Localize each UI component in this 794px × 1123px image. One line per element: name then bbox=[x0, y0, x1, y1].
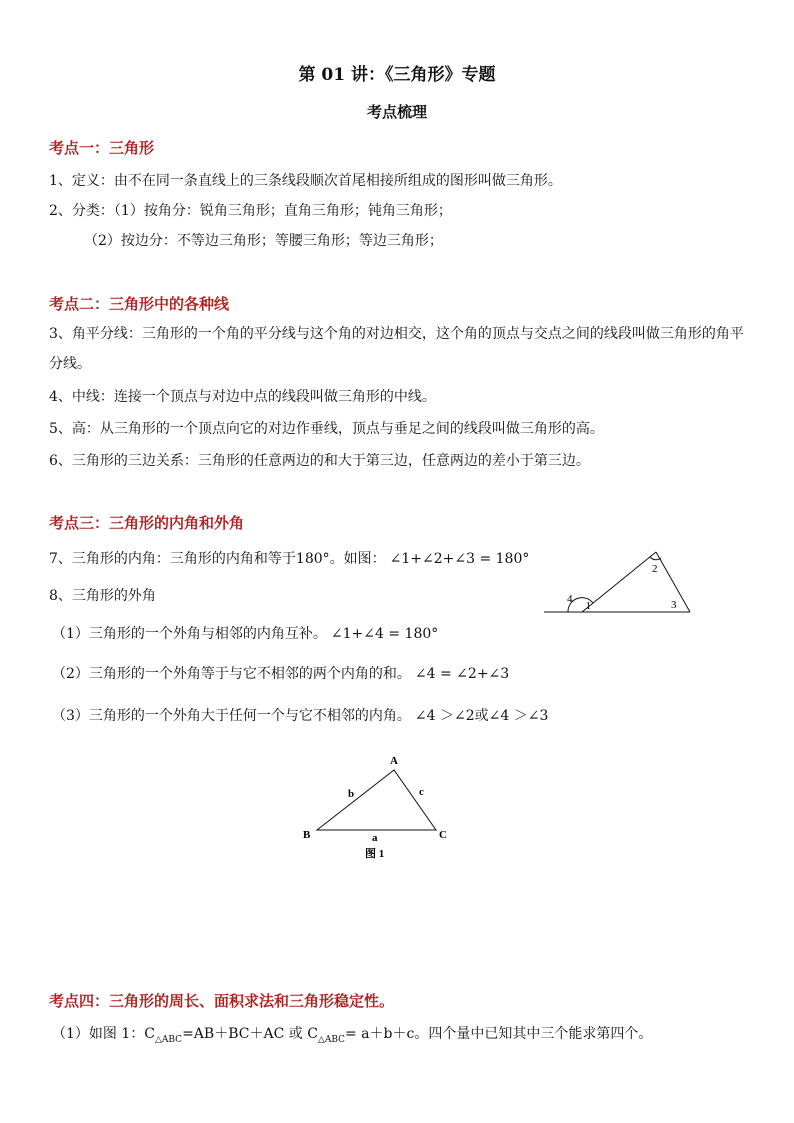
classification-by-side: （2）按边分：不等边三角形；等腰三角形；等边三角形； bbox=[84, 233, 443, 249]
angle-sum-formula: ∠1+∠2+∠3 = 180° bbox=[389, 551, 530, 567]
exterior-angle-heading: 8、三角形的外角 bbox=[49, 588, 156, 604]
perimeter-text-a: （1）如图 1：C bbox=[52, 1026, 155, 1042]
perimeter-subscript-2: △ABC bbox=[317, 1035, 345, 1045]
interior-angle-paragraph bbox=[49, 548, 529, 568]
side-a-label: a bbox=[372, 832, 378, 844]
median-paragraph: 4、中线：连接一个顶点与对边中点的线段叫做三角形的中线。 bbox=[49, 389, 436, 405]
rule-3-formula-a: ∠4 ＞∠2 bbox=[414, 708, 475, 724]
angle-bisector-paragraph: 3、角平分线：三角形的一个角的平分线与这个角的对边相交，这个角的顶点与交点之间的线段叫做三角形的角平分线。 bbox=[49, 326, 744, 372]
classification-by-angle: 2、分类：（1）按角分：锐角三角形；直角三角形；钝角三角形； bbox=[49, 203, 452, 219]
altitude-paragraph: 5、高：从三角形的一个顶点向它的对边作垂线，顶点与垂足之间的线段叫做三角形的高。 bbox=[49, 421, 604, 437]
perimeter-text-b: =AB＋BC＋AC 或 C bbox=[182, 1026, 318, 1042]
angle-label-4: 4 bbox=[567, 593, 573, 605]
definition-paragraph: 1、定义：由不在同一条直线上的三条线段顺次首尾相接所组成的图形叫做三角形。 bbox=[49, 173, 562, 189]
vertex-c-label: C bbox=[439, 829, 447, 841]
angle-sum-value: 180° bbox=[295, 551, 330, 567]
rule-3-or: 或 bbox=[474, 708, 489, 724]
section-4-heading: 考点四：三角形的周长、面积求法和三角形稳定性。 bbox=[49, 992, 395, 1010]
angle-label-1: 1 bbox=[586, 601, 591, 612]
interior-angle-text: 7、三角形的内角：三角形的内角和等于 bbox=[49, 551, 296, 567]
side-b-label: b bbox=[348, 788, 355, 800]
rule-1-text: （1）三角形的一个外角与相邻的内角互补。 bbox=[52, 626, 327, 642]
exterior-angle-rule-2 bbox=[52, 663, 509, 683]
page-title: 第 01 讲：《三角形》专题 bbox=[298, 65, 496, 85]
rule-2-formula: ∠4 = ∠2+∠3 bbox=[414, 666, 510, 682]
section-3-heading: 考点三：三角形的内角和外角 bbox=[49, 514, 245, 532]
rule-3-formula-b: ∠4 ＞∠3 bbox=[488, 708, 549, 724]
exterior-angle-rule-1 bbox=[52, 623, 438, 643]
triangle-side-left bbox=[582, 552, 656, 612]
perimeter-subscript-1: △ABC bbox=[154, 1035, 183, 1045]
angle-label-2: 2 bbox=[652, 563, 658, 575]
page-subtitle: 考点梳理 bbox=[366, 103, 427, 121]
rule-1-formula: ∠1+∠4 = 180° bbox=[330, 626, 439, 642]
side-relation-paragraph: 6、三角形的三边关系：三角形的任意两边的和大于第三边，任意两边的差小于第三边。 bbox=[49, 453, 590, 469]
perimeter-paragraph bbox=[52, 1023, 652, 1043]
exterior-angle-figure bbox=[540, 545, 700, 620]
perimeter-text-c: = a＋b＋c。四个量中已知其中三个能求第四个。 bbox=[345, 1026, 653, 1042]
rule-3-text: （3）三角形的一个外角大于任何一个与它不相邻的内角。 bbox=[52, 708, 411, 724]
section-2-heading: 考点二：三角形中的各种线 bbox=[49, 295, 230, 313]
figure-1-caption: 图 1 bbox=[365, 848, 385, 860]
vertex-b-label: B bbox=[303, 829, 311, 841]
section-1-heading: 考点一：三角形 bbox=[49, 139, 155, 157]
interior-angle-mid: 。如图： bbox=[329, 551, 386, 567]
angle-label-3: 3 bbox=[671, 599, 677, 611]
figure-1-triangle bbox=[295, 750, 455, 865]
vertex-a-label: A bbox=[390, 755, 398, 767]
rule-2-text: （2）三角形的一个外角等于与它不相邻的两个内角的和。 bbox=[52, 666, 411, 682]
side-c-label: c bbox=[419, 786, 424, 798]
triangle-abc bbox=[317, 770, 436, 830]
exterior-angle-rule-3 bbox=[52, 705, 548, 725]
